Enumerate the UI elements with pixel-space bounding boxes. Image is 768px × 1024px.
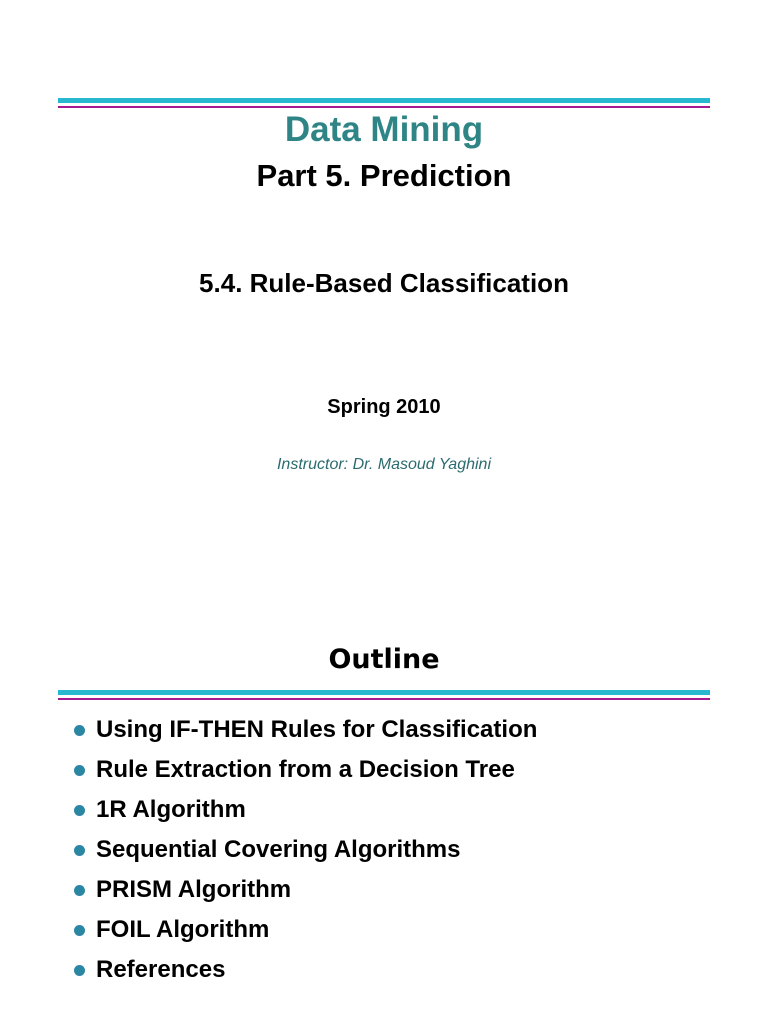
slide-subtitle: Part 5. Prediction	[256, 158, 512, 193]
list-item	[74, 830, 537, 870]
list-item-text: 1R Algorithm	[96, 796, 246, 823]
bullet-icon	[74, 725, 85, 736]
bullet-icon	[74, 885, 85, 896]
list-item	[74, 790, 537, 830]
bullet-icon	[74, 765, 85, 776]
term-label: Spring 2010	[327, 396, 441, 418]
list-item-text: FOIL Algorithm	[96, 916, 270, 943]
list-item-text: References	[96, 956, 226, 983]
list-item	[74, 750, 537, 790]
instructor-label: Instructor: Dr. Masoud Yaghini	[276, 456, 492, 473]
section-heading: 5.4. Rule-Based Classification	[199, 268, 569, 298]
bullet-icon	[74, 965, 85, 976]
list-item	[74, 950, 537, 990]
bullet-icon	[74, 805, 85, 816]
list-item-text: Using IF-THEN Rules for Classification	[96, 716, 538, 743]
list-item	[74, 870, 537, 910]
list-item	[74, 710, 537, 750]
slide-title: Data Mining	[284, 110, 484, 149]
outline-list	[74, 710, 537, 990]
bullet-icon	[74, 925, 85, 936]
title-rule	[58, 98, 710, 108]
list-item-text: Sequential Covering Algorithms	[96, 836, 461, 863]
bullet-icon	[74, 845, 85, 856]
outline-rule	[58, 690, 710, 700]
outline-heading: Outline	[328, 644, 440, 675]
list-item-text: PRISM Algorithm	[96, 876, 292, 903]
list-item	[74, 910, 537, 950]
list-item-text: Rule Extraction from a Decision Tree	[96, 756, 515, 783]
